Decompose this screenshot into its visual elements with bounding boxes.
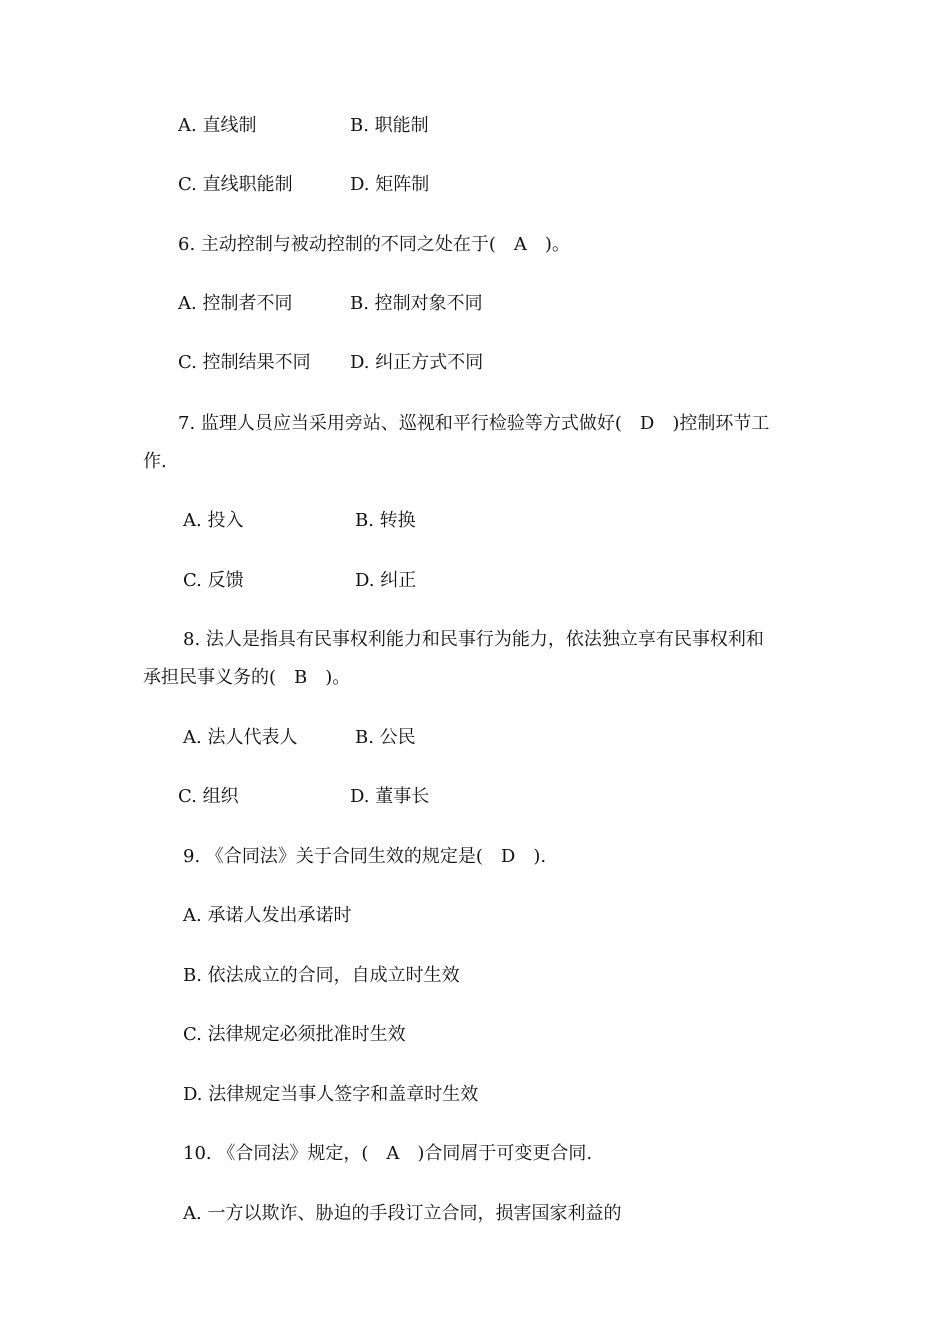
q9-option-a: A. 承诺人发出承诺时 [183, 905, 352, 926]
q8-stem-line1: 8. 法人是指具有民事权利能力和民事行为能力，依法独立享有民事权利和 [183, 629, 764, 650]
q8-option-a: A. 法人代表人 [183, 727, 298, 748]
q9-option-c: C. 法律规定必须批准时生效 [183, 1024, 406, 1045]
q7-option-a: A. 投入 [183, 510, 244, 531]
q6-option-c: C. 控制结果不同 [178, 352, 311, 373]
q9-option-b: B. 依法成立的合同，自成立时生效 [183, 965, 460, 986]
q9-option-d: D. 法律规定当事人签字和盖章时生效 [183, 1084, 479, 1105]
q6-stem: 6. 主动控制与被动控制的不同之处在于( A )。 [178, 234, 570, 255]
q7-stem-line1: 7. 监理人员应当采用旁站、巡视和平行检验等方式做好( D )控制环节工 [178, 413, 770, 434]
q6-option-d: D. 纠正方式不同 [350, 352, 484, 373]
q10-stem: 10. 《合同法》规定，( A )合同屑于可变更合同. [183, 1143, 593, 1164]
q9-stem: 9. 《合同法》关于合同生效的规定是( D ). [183, 846, 547, 867]
q5-option-a: A. 直线制 [178, 115, 257, 136]
q8-option-b: B. 公民 [355, 727, 416, 748]
q5-option-b: B. 职能制 [350, 115, 429, 136]
q6-option-b: B. 控制对象不同 [350, 293, 483, 314]
q7-stem-line2: 作. [143, 451, 167, 472]
q5-option-c: C. 直线职能制 [178, 174, 293, 195]
q7-option-b: B. 转换 [355, 510, 416, 531]
q8-option-c: C. 组织 [178, 786, 239, 807]
q5-option-d: D. 矩阵制 [350, 174, 430, 195]
q8-stem-line2: 承担民事义务的( B )。 [143, 667, 351, 688]
q8-option-d: D. 董事长 [350, 786, 430, 807]
q7-option-c: C. 反馈 [183, 570, 244, 591]
q10-option-a: A. 一方以欺诈、胁迫的手段订立合同，损害国家利益的 [183, 1203, 622, 1224]
q6-option-a: A. 控制者不同 [178, 293, 293, 314]
q7-option-d: D. 纠正 [355, 570, 417, 591]
